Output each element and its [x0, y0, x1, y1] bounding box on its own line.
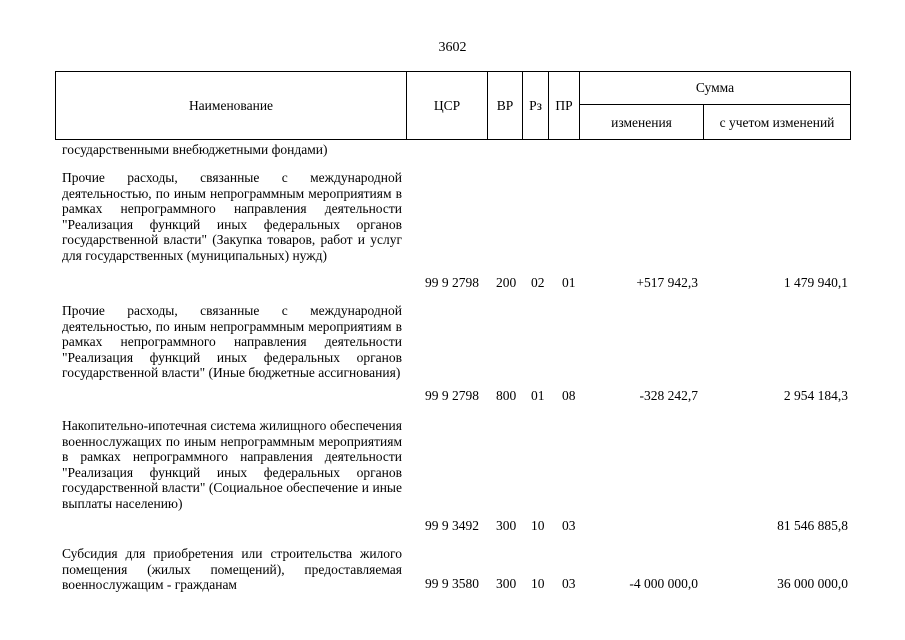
row-total: 2 954 184,3: [783, 388, 848, 403]
row-change: -328 242,7: [639, 388, 698, 403]
continuation-text: государственными внебюджетными фондами): [62, 142, 328, 157]
row-vr: 200: [496, 275, 517, 290]
row-total: 81 546 885,8: [777, 518, 848, 533]
page-number: 3602: [438, 40, 467, 55]
row-name: Прочие расходы, связанные с международной деятельностью, по иным непрограммным мероприятиям в рамках непрограммного направления деятельности "Реализация функций иных федеральных органов государственной власти" (Иные бюджетные ассигнования): [62, 303, 402, 380]
row-vr: 300: [496, 576, 517, 591]
row-total: 1 479 940,1: [783, 275, 848, 290]
row-pr: 03: [562, 518, 576, 533]
row-rz: 10: [531, 518, 545, 533]
row-rz: 02: [531, 275, 545, 290]
header-border-right: [850, 71, 851, 140]
row-change: +517 942,3: [636, 275, 698, 290]
header-with-change: с учетом изменений: [719, 114, 835, 130]
row-rz: 01: [531, 388, 545, 403]
row-csr: 99 9 3492: [425, 518, 479, 533]
row-name: Прочие расходы, связанные с международной деятельностью, по иным непрограммным мероприятиям в рамках непрограммного направления деятельности "Реализация функций иных федеральных органов государственной власти" (Закупка товаров, работ и услуг для государственных (муниципальных) нужд): [62, 170, 402, 263]
row-vr: 300: [496, 518, 517, 533]
header-vr: ВР: [496, 97, 514, 113]
row-csr: 99 9 2798: [425, 275, 479, 290]
header-border-bottom: [55, 139, 851, 140]
row-csr: 99 9 2798: [425, 388, 479, 403]
header-rz: Рз: [529, 97, 542, 113]
row-pr: 03: [562, 576, 576, 591]
row-csr: 99 9 3580: [425, 576, 479, 591]
row-total: 36 000 000,0: [777, 576, 848, 591]
row-pr: 08: [562, 388, 576, 403]
row-change: -4 000 000,0: [629, 576, 698, 591]
row-vr: 800: [496, 388, 517, 403]
header-csr: ЦСР: [433, 97, 461, 113]
row-rz: 10: [531, 576, 545, 591]
row-pr: 01: [562, 275, 576, 290]
header-change: изменения: [611, 114, 672, 130]
row-name: Накопительно-ипотечная система жилищного обеспечения военнослужащих по иным непрограммным мероприятиям в рамках непрограммного направления деятельности "Реализация функций иных федеральных органов государственной власти" (Социальное обеспечение и иные выплаты населению): [62, 418, 402, 511]
table-header: [55, 71, 851, 140]
header-pr: ПР: [555, 97, 573, 113]
header-name: Наименование: [188, 97, 274, 113]
row-name: Субсидия для приобретения или строительства жилого помещения (жилых помещений), предоставляемая военнослужащим - гражданам: [62, 546, 402, 592]
header-sum: Сумма: [695, 80, 735, 95]
